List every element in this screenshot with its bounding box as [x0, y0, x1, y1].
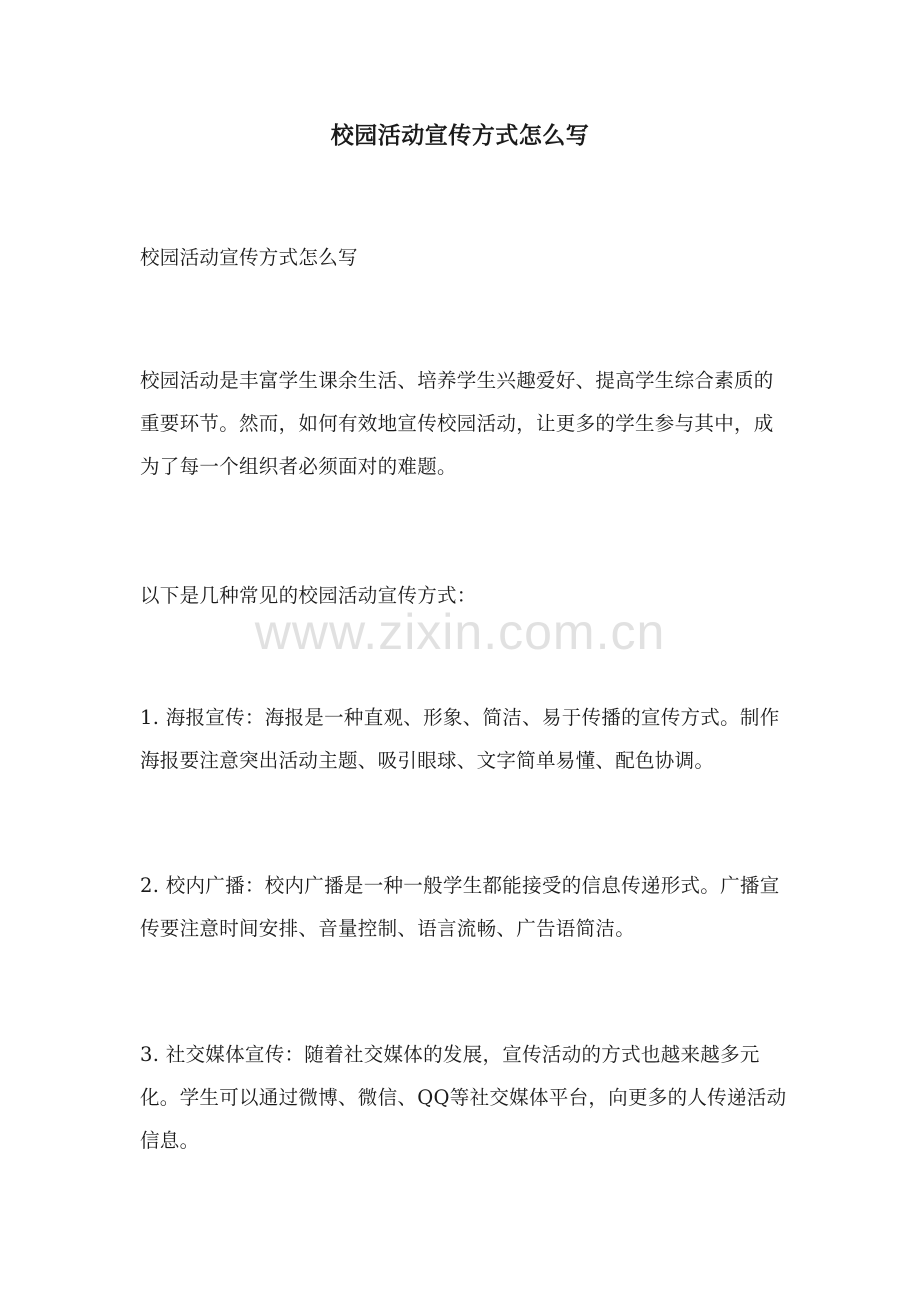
lead-paragraph: 以下是几种常见的校园活动宣传方式： — [140, 584, 477, 607]
document-title: 校园活动宣传方式怎么写 — [330, 122, 590, 149]
intro-paragraph: 校园活动是丰富学生课余生活、培养学生兴趣爱好、提高学生综合素质的重要环节。然而，如何有效地宣传校园活动，让更多的学生参与其中，成为了每一个组织者必须面对的难题。 — [140, 369, 774, 478]
list-item-social-media: 3. 社交媒体宣传：随着社交媒体的发展，宣传活动的方式也越来越多元化。学生可以通过微博、微信、QQ等社交媒体平台，向更多的人传递活动信息。 — [140, 1043, 787, 1152]
list-item-poster: 1. 海报宣传：海报是一种直观、形象、简洁、易于传播的宣传方式。制作海报要注意突出活动主题、吸引眼球、文字简单易懂、配色协调。 — [140, 706, 780, 772]
list-item-broadcast: 2. 校内广播：校内广播是一种一般学生都能接受的信息传递形式。广播宣传要注意时间安排、音量控制、语言流畅、广告语简洁。 — [140, 874, 780, 940]
document-subtitle: 校园活动宣传方式怎么写 — [140, 246, 358, 269]
watermark: www.zixin.com.cn — [254, 604, 666, 660]
